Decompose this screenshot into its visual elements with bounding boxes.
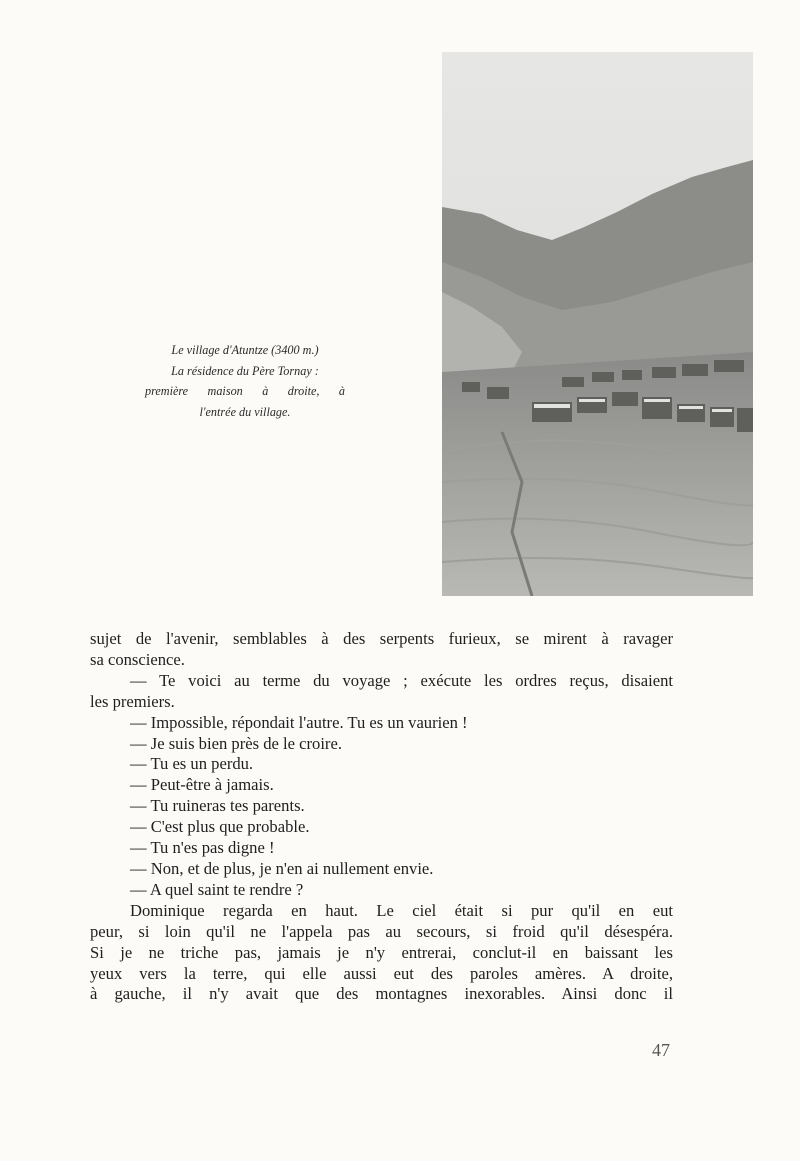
text-line: Dominique regarda en haut. Le ciel était si pur qu'il en eut bbox=[130, 900, 673, 920]
caption-line: La résidence du Père Tornay : bbox=[171, 363, 319, 378]
dialogue-line: — Non, et de plus, je n'en ai nullement envie. bbox=[130, 858, 434, 878]
caption-line: première maison à droite, à bbox=[145, 384, 345, 398]
text-line: Si je ne triche pas, jamais je n'y entrerai, conclut-il en baissant les bbox=[90, 942, 673, 962]
dialogue-line: — Te voici au terme du voyage ; exécute les ordres reçus, disaient bbox=[130, 670, 673, 690]
dialogue-line: — Tu ruineras tes parents. bbox=[130, 796, 305, 816]
dialogue-line: — Tu es un perdu. bbox=[130, 754, 254, 774]
text-line: à gauche, il n'y avait que des montagnes inexorables. Ainsi donc il bbox=[90, 984, 673, 1004]
body-text bbox=[90, 629, 673, 1005]
dialogue-line: — Je suis bien près de le croire. bbox=[130, 733, 342, 753]
text-line: peur, si loin qu'il ne l'appela pas au secours, si froid qu'il désespéra. bbox=[90, 921, 673, 941]
text-line: sujet de l'avenir, semblables à des serpents furieux, se mirent à ravager bbox=[90, 629, 673, 648]
caption-line: Le village d'Atuntze (3400 m.) bbox=[171, 343, 319, 357]
village-photograph bbox=[442, 52, 753, 596]
dialogue-line: — A quel saint te rendre ? bbox=[130, 879, 304, 899]
caption-line: l'entrée du village. bbox=[199, 404, 291, 419]
text-line: les premiers. bbox=[90, 691, 175, 711]
dialogue-line: — C'est plus que probable. bbox=[130, 817, 310, 837]
page-number: 47 bbox=[652, 1040, 670, 1060]
dialogue-line: — Impossible, répondait l'autre. Tu es un vaurien ! bbox=[130, 712, 468, 732]
photo-caption bbox=[145, 340, 345, 422]
text-line: yeux vers la terre, qui elle aussi eut des paroles amères. A droite, bbox=[90, 963, 673, 983]
text-line: sa conscience. bbox=[90, 649, 185, 669]
dialogue-line: — Tu n'es pas digne ! bbox=[130, 838, 275, 858]
village-photo-drawing bbox=[442, 52, 753, 596]
dialogue-line: — Peut-être à jamais. bbox=[130, 775, 274, 795]
